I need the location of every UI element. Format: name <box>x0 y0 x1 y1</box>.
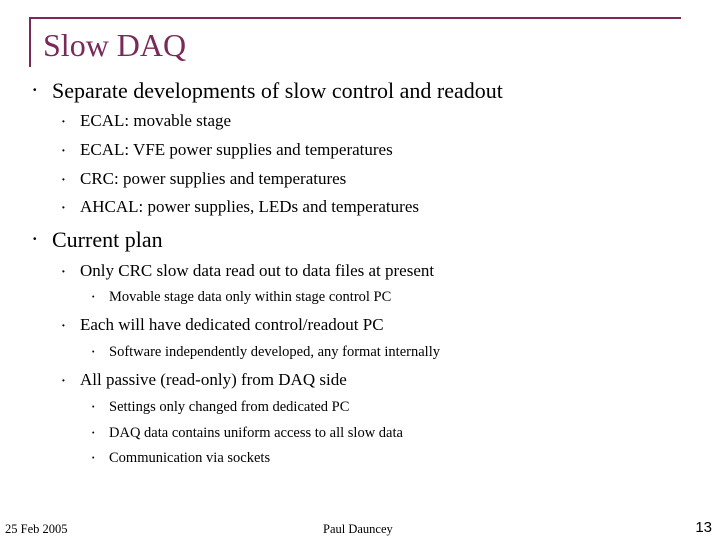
bullet-text: DAQ data contains uniform access to all slow data <box>109 425 403 441</box>
bullet-glyph: • <box>62 175 65 184</box>
bullet-text: Communication via sockets <box>109 450 271 466</box>
bullet-glyph: • <box>62 203 65 212</box>
bullet-text: Settings only changed from dedicated PC <box>109 399 350 415</box>
bullet-text: ECAL: movable stage <box>80 111 232 130</box>
bullet-glyph: • <box>92 349 95 356</box>
bullet-text: Software independently developed, any format internally <box>109 344 440 360</box>
footer-author: Paul Dauncey <box>323 522 393 536</box>
bullet-glyph: • <box>62 267 65 276</box>
page-number: 13 <box>695 519 712 536</box>
bullet-text: AHCAL: power supplies, LEDs and temperatures <box>80 197 419 216</box>
bullet-text: Each will have dedicated control/readout PC <box>80 315 384 334</box>
bullet-text: ECAL: VFE power supplies and temperatures <box>80 140 393 159</box>
bullet-glyph: • <box>33 85 37 96</box>
bullet-glyph: • <box>62 117 65 126</box>
bullet-glyph: • <box>62 146 65 155</box>
bullet-text: Movable stage data only within stage control PC <box>109 289 392 305</box>
bullet-text: CRC: power supplies and temperatures <box>80 169 347 188</box>
footer-date: 25 Feb 2005 <box>5 522 68 536</box>
bullet-glyph: • <box>62 376 65 385</box>
bullet-glyph: • <box>92 294 95 301</box>
bullet-glyph: • <box>92 455 95 462</box>
bullet-text: Current plan <box>52 227 163 252</box>
bullet-glyph: • <box>92 404 95 411</box>
bullet-glyph: • <box>62 321 65 330</box>
bullet-text: Separate developments of slow control and readout <box>52 78 503 103</box>
bullet-text: Only CRC slow data read out to data files at present <box>80 261 435 280</box>
bullet-text: All passive (read-only) from DAQ side <box>80 370 347 389</box>
bullet-glyph: • <box>92 430 95 437</box>
bullet-glyph: • <box>33 234 37 245</box>
slide-title: Slow DAQ <box>43 27 187 63</box>
